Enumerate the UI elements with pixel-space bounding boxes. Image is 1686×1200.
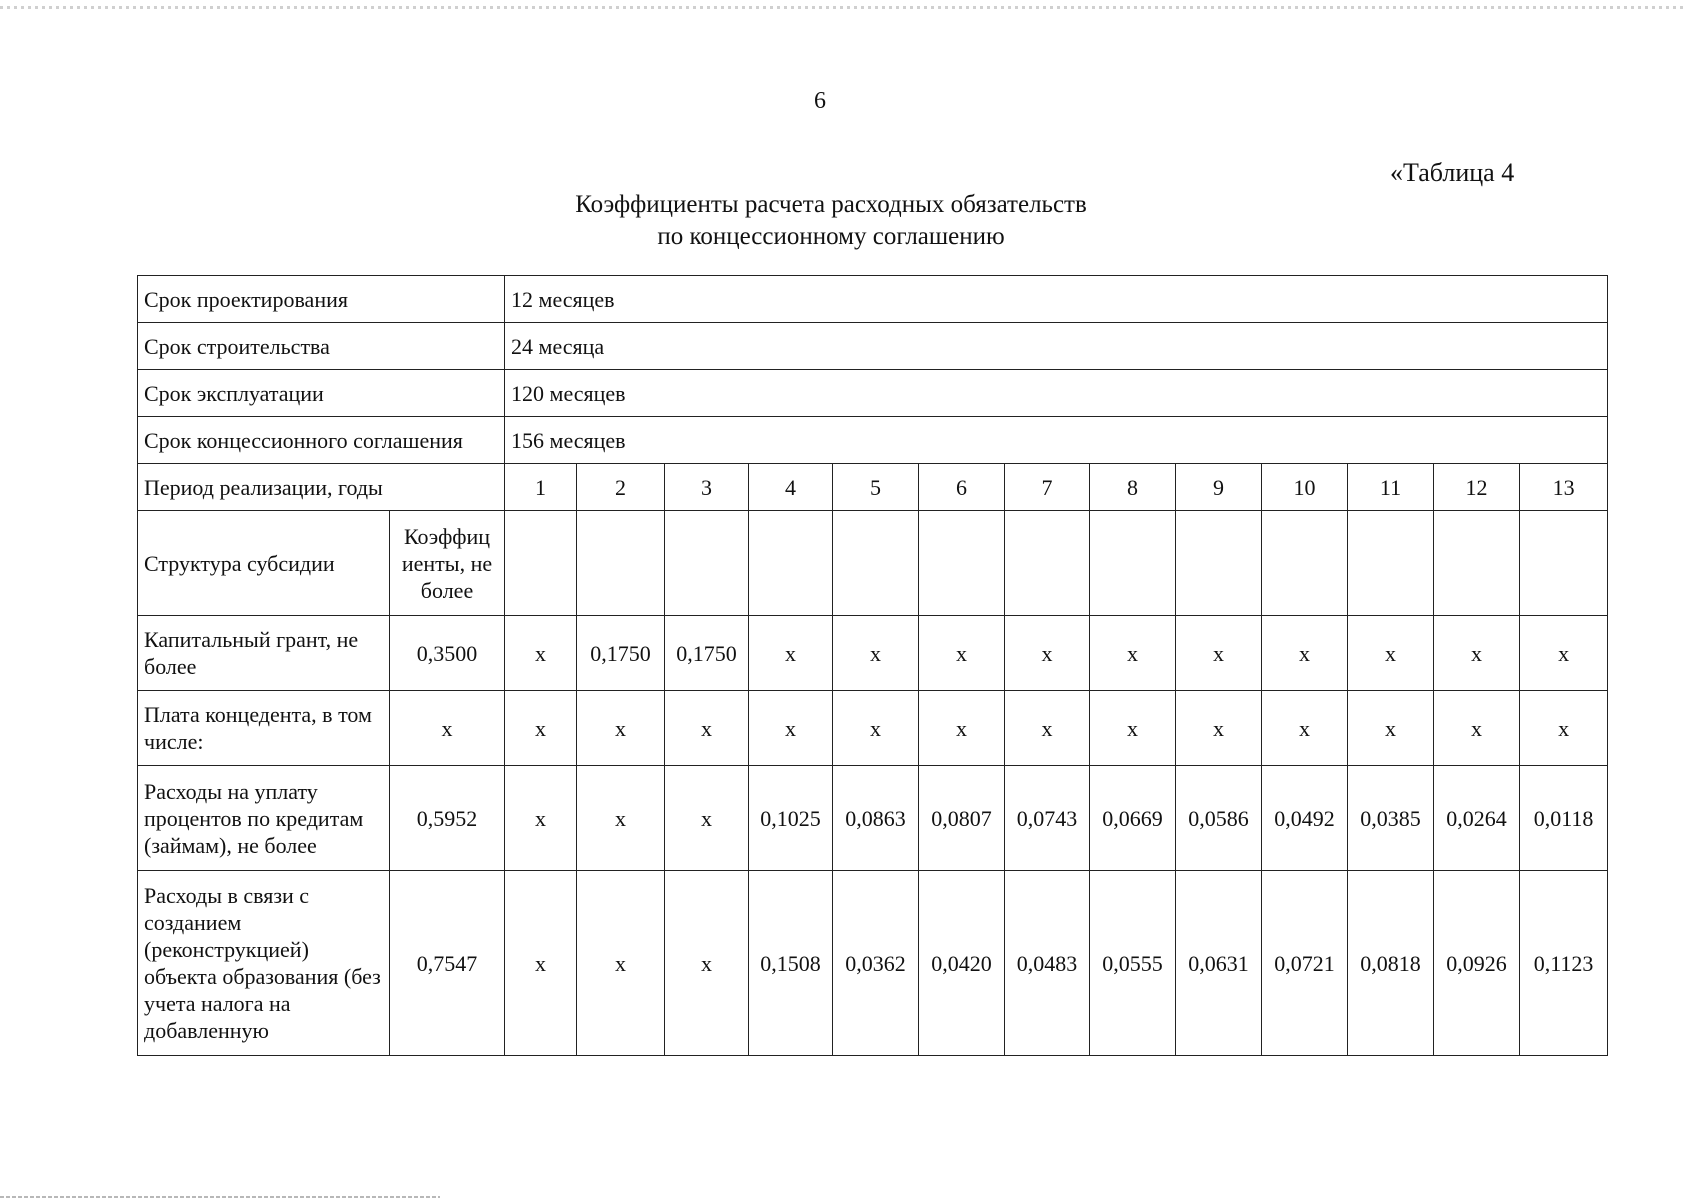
year-cell: 11: [1348, 464, 1434, 511]
coef-cell: 0,3500: [390, 616, 505, 691]
value-cell: x: [1262, 691, 1348, 766]
value-cell: x: [1176, 691, 1262, 766]
term-row: [138, 370, 1608, 417]
value-cell: 0,1508: [749, 871, 833, 1056]
value-cell: 0,0586: [1176, 766, 1262, 871]
period-label: Период реализации, годы: [138, 464, 505, 511]
value-cell: 0,0118: [1520, 766, 1608, 871]
year-cell: 12: [1434, 464, 1520, 511]
period-row: [138, 464, 1608, 511]
term-label: Срок концессионного соглашения: [138, 417, 505, 464]
value-cell: x: [1176, 616, 1262, 691]
term-label: Срок проектирования: [138, 276, 505, 323]
table-title-line1: Коэффициенты расчета расходных обязательств: [575, 191, 1087, 218]
value-cell: x: [833, 616, 919, 691]
empty-cell: [1520, 511, 1608, 616]
row-label: Расходы на уплату процентов по кредитам (займам), не более: [138, 766, 390, 871]
term-row: [138, 323, 1608, 370]
value-cell: x: [665, 766, 749, 871]
value-cell: x: [749, 616, 833, 691]
data-row-capital-grant: [138, 616, 1608, 691]
data-row-creation-expenses: [138, 871, 1608, 1056]
value-cell: 0,0818: [1348, 871, 1434, 1056]
term-value: 12 месяцев: [505, 276, 1608, 323]
scan-edge-top: [0, 6, 1686, 9]
value-cell: 0,0863: [833, 766, 919, 871]
year-cell: 4: [749, 464, 833, 511]
term-value: 24 месяца: [505, 323, 1608, 370]
year-cell: 5: [833, 464, 919, 511]
value-cell: x: [577, 691, 665, 766]
value-cell: 0,0721: [1262, 871, 1348, 1056]
value-cell: x: [1434, 616, 1520, 691]
term-row: [138, 276, 1608, 323]
empty-cell: [1090, 511, 1176, 616]
year-cell: 2: [577, 464, 665, 511]
value-cell: 0,0264: [1434, 766, 1520, 871]
row-label: Капитальный грант, не более: [138, 616, 390, 691]
value-cell: x: [1005, 691, 1090, 766]
coef-cell: x: [390, 691, 505, 766]
value-cell: x: [1090, 616, 1176, 691]
value-cell: x: [577, 871, 665, 1056]
empty-cell: [1176, 511, 1262, 616]
value-cell: 0,1750: [577, 616, 665, 691]
value-cell: x: [505, 691, 577, 766]
coef-header: [390, 511, 505, 616]
value-cell: x: [1262, 616, 1348, 691]
empty-cell: [1348, 511, 1434, 616]
year-cell: 13: [1520, 464, 1608, 511]
value-cell: 0,0631: [1176, 871, 1262, 1056]
value-cell: x: [1520, 691, 1608, 766]
data-row-interest-expenses: [138, 766, 1608, 871]
coef-cell: 0,5952: [390, 766, 505, 871]
table-title-line2: по концессионному соглашению: [657, 223, 1005, 250]
coefficients-table: [137, 275, 1608, 1056]
year-cell: 8: [1090, 464, 1176, 511]
value-cell: 0,1750: [665, 616, 749, 691]
structure-label: Структура субсидии: [138, 511, 390, 616]
term-value: 156 месяцев: [505, 417, 1608, 464]
value-cell: 0,0669: [1090, 766, 1176, 871]
value-cell: x: [749, 691, 833, 766]
value-cell: x: [665, 691, 749, 766]
value-cell: x: [665, 871, 749, 1056]
value-cell: x: [505, 871, 577, 1056]
year-cell: 9: [1176, 464, 1262, 511]
value-cell: 0,0483: [1005, 871, 1090, 1056]
structure-header-row: [138, 511, 1608, 616]
value-cell: x: [1520, 616, 1608, 691]
value-cell: x: [1005, 616, 1090, 691]
value-cell: 0,0926: [1434, 871, 1520, 1056]
term-label: Срок эксплуатации: [138, 370, 505, 417]
data-row-grantor-payment: [138, 691, 1608, 766]
value-cell: x: [505, 616, 577, 691]
row-label: Расходы в связи с созданием (реконструкцией) объекта образования (без учета налога на добавленную: [138, 871, 390, 1056]
year-cell: 10: [1262, 464, 1348, 511]
scan-edge-bottom: [0, 1196, 440, 1198]
value-cell: 0,0743: [1005, 766, 1090, 871]
coef-header-line: более: [420, 577, 474, 603]
term-row: [138, 417, 1608, 464]
value-cell: 0,0385: [1348, 766, 1434, 871]
empty-cell: [749, 511, 833, 616]
empty-cell: [1434, 511, 1520, 616]
row-label: Плата концедента, в том числе:: [138, 691, 390, 766]
year-cell: 6: [919, 464, 1005, 511]
value-cell: 0,0807: [919, 766, 1005, 871]
year-cell: 7: [1005, 464, 1090, 511]
table-label: «Таблица 4: [1390, 158, 1515, 187]
value-cell: x: [1090, 691, 1176, 766]
year-cell: 1: [505, 464, 577, 511]
value-cell: 0,1123: [1520, 871, 1608, 1056]
value-cell: x: [1348, 691, 1434, 766]
value-cell: 0,0420: [919, 871, 1005, 1056]
empty-cell: [577, 511, 665, 616]
empty-cell: [833, 511, 919, 616]
value-cell: x: [1348, 616, 1434, 691]
value-cell: 0,0492: [1262, 766, 1348, 871]
term-value: 120 месяцев: [505, 370, 1608, 417]
value-cell: 0,0555: [1090, 871, 1176, 1056]
coef-header-line: Коэффиц: [403, 523, 491, 549]
value-cell: x: [833, 691, 919, 766]
value-cell: x: [577, 766, 665, 871]
value-cell: x: [505, 766, 577, 871]
value-cell: x: [919, 616, 1005, 691]
empty-cell: [1005, 511, 1090, 616]
empty-cell: [1262, 511, 1348, 616]
empty-cell: [919, 511, 1005, 616]
value-cell: 0,0362: [833, 871, 919, 1056]
coef-cell: 0,7547: [390, 871, 505, 1056]
year-cell: 3: [665, 464, 749, 511]
empty-cell: [505, 511, 577, 616]
value-cell: 0,1025: [749, 766, 833, 871]
coef-header-line: иенты, не: [401, 550, 493, 576]
empty-cell: [665, 511, 749, 616]
value-cell: x: [1434, 691, 1520, 766]
page-number: 6: [814, 88, 826, 114]
value-cell: x: [919, 691, 1005, 766]
term-label: Срок строительства: [138, 323, 505, 370]
